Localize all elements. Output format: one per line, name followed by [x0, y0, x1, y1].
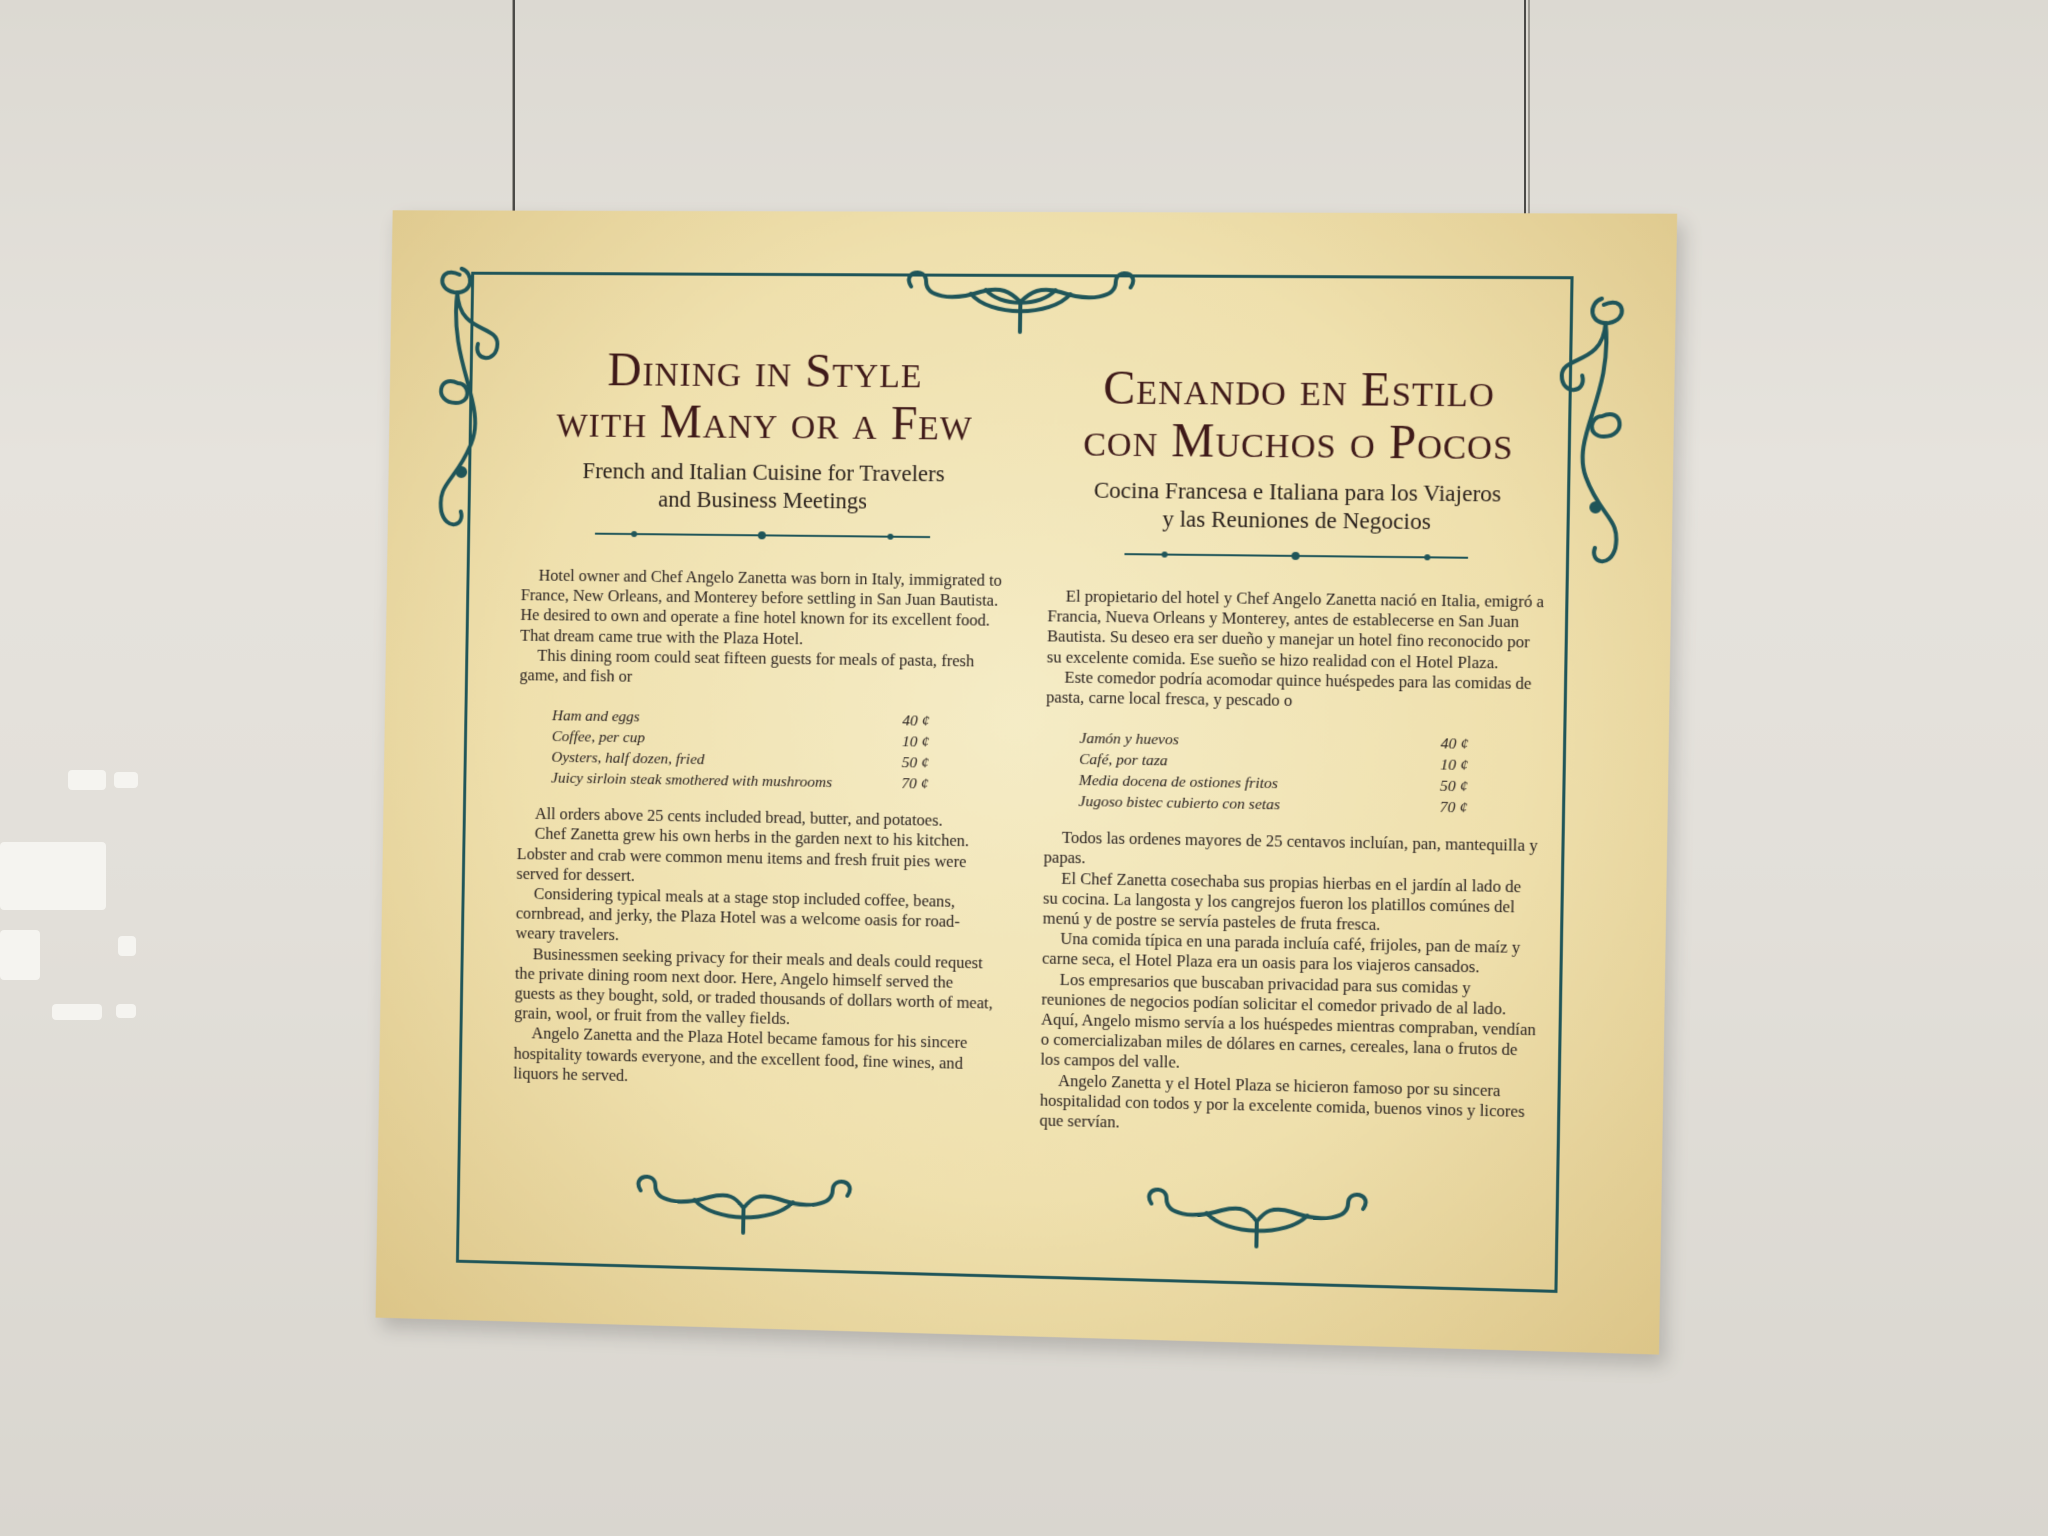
menu-item: Media docena de ostiones fritos	[1078, 772, 1278, 793]
title-line: with Many or a Few	[556, 394, 974, 451]
menu-price: 50 ¢	[901, 754, 929, 772]
scroll-ornament-icon	[1136, 1183, 1379, 1260]
menu-item: Oysters, half dozen, fried	[551, 749, 705, 769]
subtitle-line: Cocina Francesa e Italiana para los Viajeros	[1093, 477, 1502, 507]
menu-price: 50 ¢	[1439, 777, 1468, 796]
title-line: Dining in Style	[607, 343, 923, 399]
menu-item: Coffee, per cup	[551, 728, 645, 747]
scroll-ornament-icon	[625, 1170, 862, 1246]
intro-paragraph: El propietario del hotel y Chef Angelo Zanetta nació en Italia, emigró a Francia, Nueva Orleans y Monterey, antes de establecerse en San Juan Bautista. Su deseo era ser dueño y manejar un hotel fino reconocido por su excelente comida. Ese sueño se hizo realidad con el Hotel Plaza.	[1046, 586, 1545, 672]
spanish-column	[1039, 362, 1548, 1143]
body-paragraph: Chef Zanetta grew his own herbs in the garden next to his kitchen. Lobster and crab were common menu items and fresh fruit pies were served for dessert.	[516, 824, 970, 885]
wall-paint-scrape	[52, 1004, 102, 1020]
menu-table	[518, 705, 1002, 796]
corner-flourish-icon	[1538, 274, 1646, 599]
menu-price: 70 ¢	[1439, 799, 1468, 817]
body-paragraph: Businessmen seeking privacy for their meals and deals could request the private dining room next door. Here, Angelo himself served the guests as they bought, sold, or traded thousands of dollars worth of meat, grain, wool, or fruit from the valley fields.	[514, 944, 993, 1029]
english-title	[523, 344, 1008, 451]
menu-table	[1044, 728, 1542, 820]
body-paragraph: Todos las ordenes mayores de 25 centavos incluían, pan, mantequilla y papas.	[1043, 827, 1538, 868]
wall-paint-scrape	[118, 936, 136, 956]
english-column	[513, 344, 1007, 1095]
wall-paint-scrape	[116, 1004, 136, 1018]
menu-price: 10 ¢	[1440, 756, 1469, 775]
title-line: Cenando en Estilo	[1102, 361, 1496, 418]
divider-rule-icon	[1124, 547, 1468, 565]
menu-item: Juicy sirloin steak smothered with mushrooms	[550, 769, 833, 792]
intro-paragraph: Este comedor podría acomodar quince huéspedes para las comidas de pasta, carne local fresca, y pescado o	[1046, 667, 1532, 710]
wall-paint-scrape	[0, 842, 106, 910]
wall-paint-scrape	[114, 772, 138, 788]
subtitle-line: y las Reuniones de Negocios	[1162, 506, 1431, 535]
sign-board	[376, 210, 1678, 1354]
spanish-title	[1050, 362, 1549, 470]
intro-paragraph: This dining room could seat fifteen guests for meals of pasta, fresh game, and fish or	[519, 645, 975, 686]
body-paragraph: Considering typical meals at a stage stop included coffee, beans, cornbread, and jerky, the Plaza Hotel was a welcome oasis for road-weary travelers.	[515, 884, 960, 945]
menu-item: Ham and eggs	[551, 707, 640, 726]
body-paragraph: Los empresarios que buscaban privacidad para sus comidas y reuniones de negocios podían solicitar el comedor privado de al lado. Aquí, Angelo mismo servía a los huéspedes mientras compraban, vendían o comercializaban miles de dólares en carnes, cereales, lana o frutos de los campos del valle.	[1040, 969, 1537, 1073]
subtitle-line: French and Italian Cuisine for Travelers	[582, 458, 945, 487]
menu-price: 70 ¢	[901, 775, 929, 793]
body-paragraph: Angelo Zanetta and the Plaza Hotel became famous for his sincere hospitality towards everyone, and the excellent food, fine wines, and liquors he served.	[513, 1023, 968, 1085]
wall-paint-scrape	[68, 770, 106, 790]
menu-item: Jamón y huevos	[1079, 730, 1179, 749]
wall-paint-scrape	[0, 930, 40, 980]
menu-item: Café, por taza	[1079, 751, 1168, 770]
body-paragraph: Una comida típica en una parada incluía café, frijoles, pan de maíz y carne seca, el Hotel Plaza era un oasis para los viajeros cansados.	[1041, 929, 1521, 977]
corner-flourish-icon	[416, 245, 518, 562]
body-paragraph: El Chef Zanetta cosechaba sus propias hierbas en el jardín al lado de su cocina. La langosta y los cangrejos fueron los platillos comúnes del menú y de postre se servía pasteles de fruta fresca.	[1042, 868, 1522, 935]
subtitle-line: and Business Meetings	[657, 486, 868, 514]
menu-price: 10 ¢	[901, 733, 930, 751]
body-paragraph: Angelo Zanetta y el Hotel Plaza se hicieron famoso por su sincera hospitalidad con todos y por la excelente comida, buenos vinos y licores que servían.	[1039, 1070, 1525, 1132]
menu-item: Jugoso bistec cubierto con setas	[1078, 793, 1281, 814]
intro-paragraph: Hotel owner and Chef Angelo Zanetta was born in Italy, immigrated to France, New Orleans, and Monterey before settling in San Juan Bautista. He desired to own and operate a fine hotel known for its excellent food. That dream came true with the Plaza Hotel.	[520, 565, 1003, 648]
menu-price: 40 ¢	[902, 712, 930, 730]
menu-price: 40 ¢	[1440, 735, 1469, 754]
english-subtitle	[522, 457, 1006, 517]
body-paragraph: All orders above 25 cents included bread, butter, and potatoes.	[534, 804, 943, 830]
title-line: con Muchos o Pocos	[1082, 413, 1514, 471]
spanish-subtitle	[1049, 476, 1547, 537]
scroll-ornament-icon	[890, 261, 1151, 342]
divider-rule-icon	[595, 527, 930, 544]
